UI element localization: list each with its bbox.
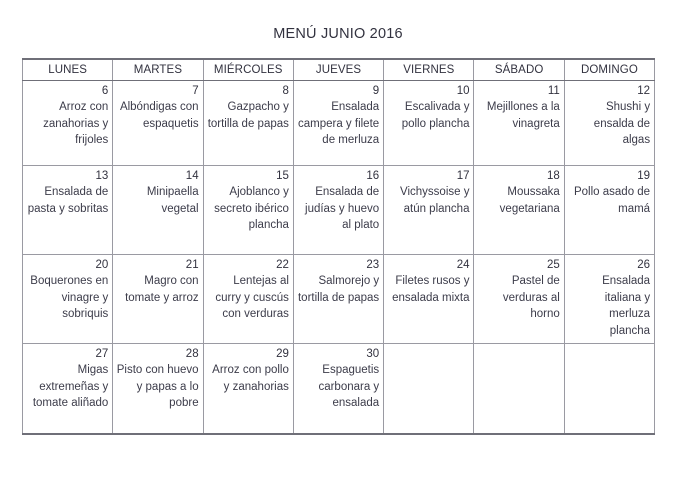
calendar-container bbox=[22, 58, 654, 435]
day-number: 25 bbox=[546, 259, 560, 271]
day-number: 7 bbox=[192, 85, 199, 97]
day-number: 18 bbox=[546, 170, 560, 182]
calendar-header bbox=[23, 59, 655, 81]
day-cell-inner bbox=[474, 166, 563, 219]
day-cell-inner bbox=[23, 344, 112, 414]
day-menu-text: Vichyssoise y atún plancha bbox=[400, 186, 470, 215]
day-number: 27 bbox=[95, 348, 109, 360]
day-cell-inner bbox=[23, 166, 112, 219]
day-cell-inner bbox=[474, 344, 563, 358]
day-number: 13 bbox=[95, 170, 109, 182]
day-cell-empty[interactable] bbox=[474, 344, 564, 434]
menu-calendar-table bbox=[22, 58, 655, 435]
day-cell-empty[interactable] bbox=[384, 344, 474, 434]
weekday-header-row bbox=[23, 59, 655, 81]
day-cell[interactable] bbox=[113, 166, 203, 255]
day-cell-inner bbox=[113, 166, 202, 219]
day-cell-inner bbox=[384, 344, 473, 358]
weekday-header-miercoles: MIÉRCOLES bbox=[203, 59, 293, 81]
weekday-header-domingo: DOMINGO bbox=[564, 59, 654, 81]
day-cell-inner bbox=[565, 344, 654, 358]
day-menu-text: Pollo asado de mamá bbox=[573, 186, 651, 215]
day-cell[interactable] bbox=[384, 255, 474, 344]
day-cell-inner bbox=[384, 255, 473, 308]
day-number: 8 bbox=[282, 85, 289, 97]
day-menu-text: Salmorejo y tortilla de papas bbox=[297, 275, 380, 304]
day-number: 24 bbox=[456, 259, 470, 271]
day-cell-inner bbox=[294, 344, 383, 414]
day-menu-text: Lentejas al curry y cuscús con verduras bbox=[215, 275, 289, 320]
day-cell[interactable] bbox=[564, 166, 654, 255]
calendar-week-row bbox=[23, 166, 655, 255]
day-menu-text: Ensalada campera y filete de merluza bbox=[298, 101, 380, 146]
day-number: 29 bbox=[276, 348, 289, 360]
day-number: 23 bbox=[366, 259, 380, 271]
day-number: 17 bbox=[456, 170, 470, 182]
calendar-week-row bbox=[23, 255, 655, 344]
day-number: 15 bbox=[276, 170, 289, 182]
day-cell[interactable] bbox=[293, 166, 383, 255]
day-cell-inner bbox=[565, 166, 654, 219]
day-cell[interactable] bbox=[23, 81, 113, 166]
calendar-week-row bbox=[23, 344, 655, 434]
day-cell[interactable] bbox=[564, 255, 654, 344]
day-number: 22 bbox=[276, 259, 289, 271]
day-cell[interactable] bbox=[474, 255, 564, 344]
day-cell[interactable] bbox=[384, 166, 474, 255]
day-number: 14 bbox=[185, 170, 199, 182]
day-menu-text: Ajoblanco y secreto ibérico plancha bbox=[214, 186, 289, 231]
day-cell-inner bbox=[384, 81, 473, 134]
day-menu-text: Ensalada de pasta y sobritas bbox=[27, 186, 109, 215]
day-cell[interactable] bbox=[113, 255, 203, 344]
day-cell-inner bbox=[294, 166, 383, 236]
page-title: MENÚ JUNIO 2016 bbox=[273, 26, 403, 42]
day-cell[interactable] bbox=[384, 81, 474, 166]
day-menu-text: Magro con tomate y arroz bbox=[125, 275, 199, 304]
weekday-header-sabado: SÁBADO bbox=[474, 59, 564, 81]
day-number: 12 bbox=[637, 85, 651, 97]
day-cell[interactable] bbox=[293, 81, 383, 166]
day-cell[interactable] bbox=[203, 81, 293, 166]
day-cell-empty[interactable] bbox=[564, 344, 654, 434]
calendar-body bbox=[23, 81, 655, 434]
day-number: 20 bbox=[95, 259, 109, 271]
day-cell-inner bbox=[204, 344, 293, 397]
day-cell[interactable] bbox=[23, 344, 113, 434]
day-menu-text: Mejillones a la vinagreta bbox=[486, 101, 560, 130]
day-cell[interactable] bbox=[474, 81, 564, 166]
day-menu-text: Arroz con zanahorias y frijoles bbox=[43, 101, 109, 146]
weekday-header-martes: MARTES bbox=[113, 59, 203, 81]
day-menu-text: Espaguetis carbonara y ensalada bbox=[318, 364, 380, 409]
day-menu-text: Filetes rusos y ensalada mixta bbox=[392, 275, 470, 304]
day-cell[interactable] bbox=[113, 81, 203, 166]
day-menu-text: Arroz con pollo y zanahorias bbox=[212, 364, 289, 393]
day-cell[interactable] bbox=[203, 255, 293, 344]
day-number: 26 bbox=[637, 259, 651, 271]
day-menu-text: Moussaka vegetariana bbox=[499, 186, 560, 215]
day-number: 6 bbox=[101, 85, 109, 97]
day-cell-inner bbox=[204, 166, 293, 236]
day-menu-text: Pastel de verduras al horno bbox=[502, 275, 560, 320]
day-cell-inner bbox=[113, 81, 202, 134]
day-menu-text: Minipaella vegetal bbox=[146, 186, 199, 215]
day-number: 28 bbox=[185, 348, 199, 360]
day-cell[interactable] bbox=[23, 255, 113, 344]
day-cell-inner bbox=[384, 166, 473, 219]
day-menu-text: Escalivada y pollo plancha bbox=[401, 101, 470, 130]
day-cell[interactable] bbox=[203, 166, 293, 255]
day-cell-inner bbox=[474, 255, 563, 325]
day-cell[interactable] bbox=[203, 344, 293, 434]
day-cell-inner bbox=[23, 81, 112, 151]
day-menu-text: Ensalada de judías y huevo al plato bbox=[305, 186, 380, 231]
day-menu-text: Migas extremeñas y tomate aliñado bbox=[32, 364, 109, 409]
day-menu-text: Gazpacho y tortilla de papas bbox=[207, 101, 289, 130]
weekday-header-viernes: VIERNES bbox=[384, 59, 474, 81]
day-cell-inner bbox=[113, 255, 202, 308]
day-cell-inner bbox=[294, 81, 383, 151]
day-cell[interactable] bbox=[474, 166, 564, 255]
day-menu-text: Pisto con huevo y papas a lo pobre bbox=[116, 364, 199, 409]
day-cell-inner bbox=[113, 344, 202, 414]
day-menu-text: Boquerones en vinagre y sobriquis bbox=[30, 275, 109, 320]
day-cell-inner bbox=[23, 255, 112, 325]
day-number: 11 bbox=[547, 85, 560, 97]
day-cell[interactable] bbox=[23, 166, 113, 255]
day-menu-text: Albóndigas con espaquetis bbox=[119, 101, 199, 130]
day-cell[interactable] bbox=[113, 344, 203, 434]
day-cell-inner bbox=[474, 81, 563, 134]
day-number: 9 bbox=[372, 85, 380, 97]
day-number: 30 bbox=[366, 348, 380, 360]
calendar-week-row bbox=[23, 81, 655, 166]
weekday-header-jueves: JUEVES bbox=[293, 59, 383, 81]
day-cell-inner bbox=[204, 81, 293, 134]
day-number: 16 bbox=[366, 170, 380, 182]
day-number: 21 bbox=[185, 259, 199, 271]
day-cell-inner bbox=[204, 255, 293, 325]
day-cell[interactable] bbox=[564, 81, 654, 166]
day-cell[interactable] bbox=[293, 344, 383, 434]
day-cell-inner bbox=[565, 81, 654, 151]
day-menu-text: Ensalada italiana y merluza plancha bbox=[602, 275, 651, 337]
day-number: 10 bbox=[456, 85, 470, 97]
day-cell-inner bbox=[294, 255, 383, 308]
weekday-header-lunes: LUNES bbox=[23, 59, 113, 81]
day-number: 19 bbox=[637, 170, 651, 182]
day-menu-text: Shushi y ensalda de algas bbox=[593, 101, 651, 146]
day-cell[interactable] bbox=[293, 255, 383, 344]
day-cell-inner bbox=[565, 255, 654, 341]
